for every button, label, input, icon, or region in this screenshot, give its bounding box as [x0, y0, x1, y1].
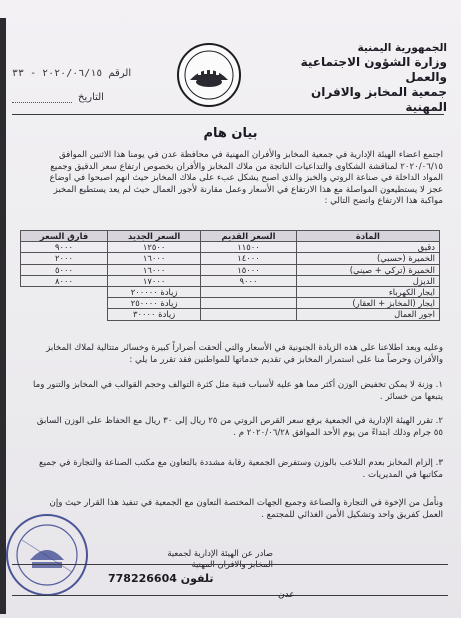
- organization-header: [267, 42, 447, 115]
- signature-line-1: صادر عن الهيئة الإدارية لجمعية: [167, 548, 273, 558]
- new-price: ١٦٠٠٠: [108, 253, 201, 264]
- new-price: زيادة ٢٥٠٠٠٠: [108, 298, 201, 309]
- price-difference: ٢٠٠٠: [21, 253, 108, 264]
- association-name: جمعية المخابز والافران المهنية: [311, 85, 447, 114]
- price-difference: ٨٠٠٠: [21, 275, 108, 286]
- header-divider: [12, 114, 444, 115]
- decision-item-3: ٣. إلزام المخابز بعدم التلاعب بالوزن وستفرض الجمعية رقابة مشددة بالتعاون مع مكتب الصناعة والتجارة في جميع مكاتبها في المديريات .: [39, 458, 443, 480]
- old-price: ١٤٠٠٠: [201, 253, 297, 264]
- table-row: [21, 253, 440, 264]
- column-header: السعر الجديد: [108, 231, 201, 242]
- table-row: [21, 309, 440, 320]
- item-name: اجور العمال: [296, 309, 439, 320]
- table-row: [21, 275, 440, 286]
- item-name: ايجار الكهرباء: [296, 286, 439, 297]
- price-table: [20, 230, 440, 321]
- closing-paragraph: ونأمل من الإخوة في التجارة والصناعة وجميع الجهات المختصة التعاون مع الجمعية في تنفيذ هذا القرار حيث وإن العمل كفريق واحد وتشكيل الأمن الغذائي للمجتمع .: [49, 498, 443, 520]
- new-price: زيادة ٢٠٠٠٠٠: [108, 286, 201, 297]
- new-price: زيادة ٣٠٠٠٠: [108, 309, 201, 320]
- old-price: [201, 309, 297, 320]
- item-name: الخميرة (حسبي): [296, 253, 439, 264]
- republic-name: الجمهورية اليمنية: [357, 42, 447, 54]
- body-paragraph: وعليه وبعد اطلاعنا على هذه الزيادة الجنونية في الأسعار والتي ألحقت أضراراً كبيرة وخسائر متتالية لملاك المخابز والأفران وحرصاً منا على استمرار المخابز في تقديم خدماتها للمواطنين فقد تقرر ما يلي :: [46, 343, 443, 365]
- signature-line-2: المخابز والافران المهنية: [191, 558, 273, 569]
- reference-block: [12, 62, 131, 110]
- reference-number: ٢٠٢٠/٠٦/١٥ - ٣٣: [12, 68, 103, 79]
- old-price: [201, 298, 297, 309]
- table-row: [21, 264, 440, 275]
- association-logo-icon: [176, 42, 242, 108]
- table-row: [21, 286, 440, 297]
- date-line: [12, 94, 72, 103]
- decision-item-1: ١. وزنة لا يمكن تخفيض الوزن أكثر مما هو عليه لأسباب فنية مثل كثرة التوالف وحجم القوالب في المخابز والتنور وما يتبعها من خسائر .: [33, 380, 443, 402]
- item-name: دقيق: [296, 242, 439, 253]
- empty-cell: [21, 309, 108, 320]
- phone-number: تلفون 778226604: [108, 572, 214, 585]
- old-price: ١١٥٠٠: [201, 242, 297, 253]
- price-difference: ٥٠٠٠: [21, 264, 108, 275]
- new-price: ١٧٠٠٠: [108, 275, 201, 286]
- column-header: السعر القديم: [201, 231, 297, 242]
- reference-label: الرقم: [108, 68, 132, 79]
- document-title: بيان هام: [203, 126, 258, 141]
- table-row: [21, 242, 440, 253]
- old-price: [201, 286, 297, 297]
- old-price: ١٥٠٠٠: [201, 264, 297, 275]
- new-price: ١٦٠٠٠: [108, 264, 201, 275]
- intro-paragraph: اجتمع اعضاء الهيئة الإدارية في جمعية المخابز والأفران المهنية في محافظة عدن في يومنا هذا الاثنين الموافق ٢٠٢٠/٠٦/١٥ لمناقشة الشكاوى والتداعيات الناتجة من ملاك المخابز والأفران بخصوص ارتفاع سعر الدقيق وجميع المواد الداخلة في صناعة الروتي والخبز والذي اصبح يشكل عبء على ملاك المخابز حيث انهم اصبحوا في اوضاع عجز لا يستطيعون المواصلة مع هذا الارتفاع في الأسعار وعمل مقارنة لأجور العمال حيث لم يعد يستطيع المخبز مواكبة هذا الارتفاع واتضح التالي :: [49, 150, 443, 206]
- footer-city: عدن: [278, 590, 295, 600]
- old-price: ٩٠٠٠: [201, 275, 297, 286]
- column-header: المادة: [296, 231, 439, 242]
- date-label: التاريخ: [78, 92, 104, 103]
- table-header-row: [21, 231, 440, 242]
- new-price: ١٢٥٠٠: [108, 242, 201, 253]
- column-header: فارق السعر: [21, 231, 108, 242]
- item-name: الديزل: [296, 275, 439, 286]
- empty-cell: [21, 286, 108, 297]
- price-difference: ٩٠٠٠: [21, 242, 108, 253]
- footer-frame: [12, 564, 448, 596]
- item-name: ايجار (المخابز + العقار): [296, 298, 439, 309]
- ministry-name: وزارة الشؤون الاجتماعية والعمل: [300, 55, 447, 84]
- table-row: [21, 298, 440, 309]
- decision-item-2: ٢. تقرر الهيئة الإدارية في الجمعية برفع سعر القرص الروتي من ٢٥ ريال إلى ٣٠ ريال مع الحفاظ على الوزن السابق ٥٥ جرام وذلك ابتداءً من يوم الأحد الموافق ٢٠٢٠/٠٦/٢٨ م .: [36, 416, 443, 438]
- item-name: الخميرة (تركي + صيني): [296, 264, 439, 275]
- empty-cell: [21, 298, 108, 309]
